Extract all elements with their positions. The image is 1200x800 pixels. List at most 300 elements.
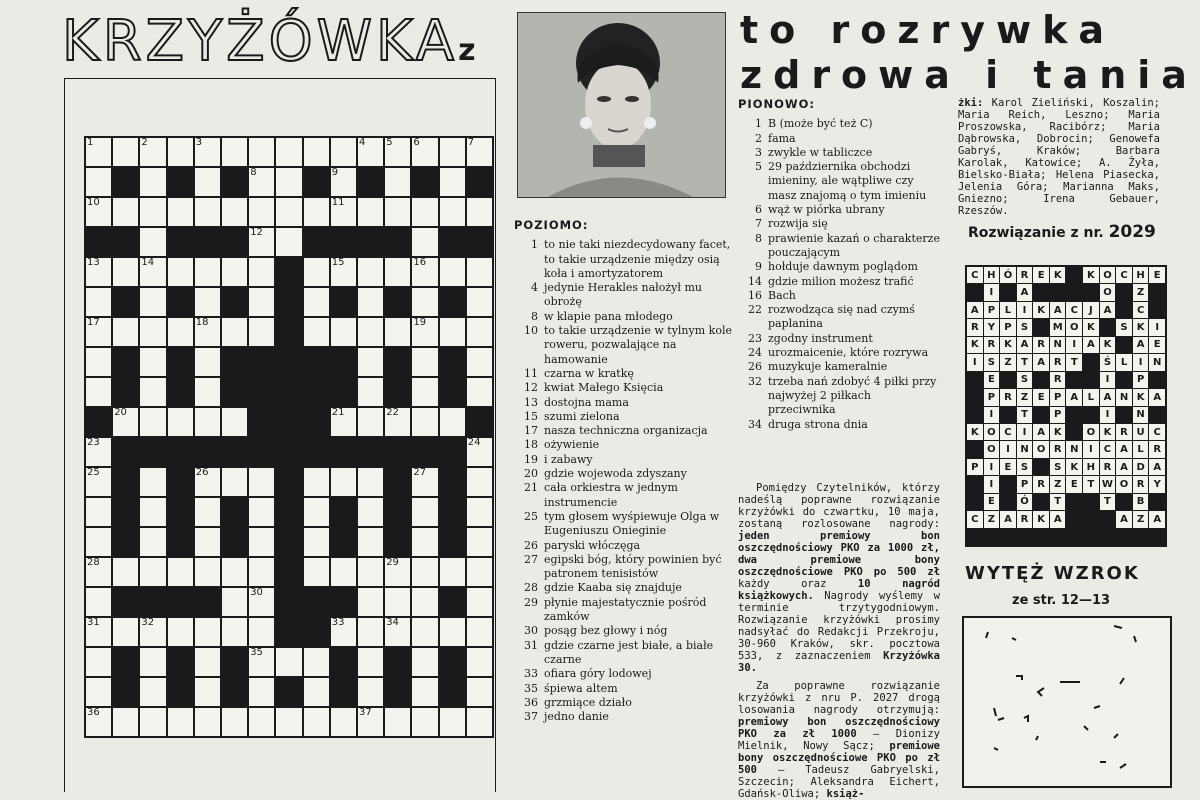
grid-cell[interactable] [195, 678, 220, 706]
grid-cell[interactable] [168, 318, 193, 346]
grid-cell[interactable] [385, 408, 410, 436]
grid-cell[interactable] [276, 168, 301, 196]
grid-cell[interactable] [412, 468, 437, 496]
grid-cell[interactable] [140, 138, 165, 166]
solution-cell: H [1083, 459, 1099, 475]
grid-cell[interactable] [385, 258, 410, 286]
grid-cell[interactable] [467, 708, 492, 736]
grid-cell[interactable] [385, 198, 410, 226]
across-heading: POZIOMO: [514, 218, 589, 232]
grid-cell[interactable] [331, 708, 356, 736]
clue-item: 1 B (może być też C) [755, 117, 873, 131]
grid-cell[interactable] [195, 468, 220, 496]
grid-cell[interactable] [222, 468, 247, 496]
grid-cell[interactable] [86, 648, 111, 676]
grid-cell[interactable] [168, 258, 193, 286]
clue-number: 26 [195, 467, 209, 478]
grid-cell[interactable] [86, 138, 111, 166]
grid-cell[interactable] [331, 408, 356, 436]
grid-cell[interactable] [86, 588, 111, 616]
grid-cell[interactable] [276, 138, 301, 166]
solution-cell: C [1149, 424, 1165, 440]
grid-block [168, 168, 193, 196]
grid-cell[interactable] [276, 648, 301, 676]
grid-cell[interactable] [440, 258, 465, 286]
grid-cell[interactable] [467, 648, 492, 676]
grid-cell[interactable] [385, 318, 410, 346]
grid-cell[interactable] [358, 408, 383, 436]
solution-cell: I [984, 284, 1000, 300]
grid-cell[interactable] [358, 618, 383, 646]
solution-cell: Z [1133, 511, 1149, 527]
grid-cell[interactable] [86, 318, 111, 346]
clue-item: 10 to takie urządzenie w tylnym kole roweru, pozwalające na hamowanie [524, 324, 732, 366]
grid-cell[interactable] [140, 528, 165, 556]
clue-item: 5 29 października obchodzi imieniny, ale wątpliwe czy masz znajomą o tym imieniu [755, 160, 927, 202]
grid-cell[interactable] [140, 408, 165, 436]
grid-cell[interactable] [113, 198, 138, 226]
solution-cell: S [1017, 319, 1033, 335]
grid-cell[interactable] [222, 138, 247, 166]
grid-cell[interactable] [86, 198, 111, 226]
solution-block [967, 529, 983, 545]
solution-cell: T [1100, 494, 1116, 510]
grid-cell[interactable] [385, 138, 410, 166]
grid-cell[interactable] [412, 678, 437, 706]
grid-cell[interactable] [195, 198, 220, 226]
solution-cell: A [1149, 389, 1165, 405]
clue-item: 27 egipski bóg, który powinien być patronem tenisistów [524, 552, 722, 581]
grid-block [358, 228, 383, 256]
grid-cell[interactable] [249, 198, 274, 226]
grid-cell[interactable] [140, 618, 165, 646]
grid-cell[interactable] [140, 378, 165, 406]
grid-cell[interactable] [195, 498, 220, 526]
grid-cell[interactable] [467, 528, 492, 556]
grid-cell[interactable] [113, 708, 138, 736]
grid-cell[interactable] [358, 288, 383, 316]
spot-puzzle-box [962, 616, 1172, 788]
grid-cell[interactable] [113, 318, 138, 346]
solution-cell: A [1116, 441, 1132, 457]
grid-cell[interactable] [168, 618, 193, 646]
solution-cell: D [1133, 459, 1149, 475]
grid-cell[interactable] [304, 138, 329, 166]
grid-cell[interactable] [467, 678, 492, 706]
grid-cell[interactable] [304, 558, 329, 586]
grid-block [113, 378, 138, 406]
clue-item: 22 rozwodząca się nad czymś paplanina [748, 303, 915, 331]
clue-item: 34 druga strona dnia [748, 417, 868, 431]
grid-block [222, 288, 247, 316]
grid-cell[interactable] [412, 528, 437, 556]
grid-block [86, 408, 111, 436]
grid-cell[interactable] [304, 198, 329, 226]
clue-item: 8 w klapie pana młodego [531, 309, 673, 323]
solution-grid [965, 265, 1167, 547]
clue-item: 32 trzeba nań zdobyć 4 piłki przy najwyżej 2 piłkach przeciwnika [748, 374, 937, 417]
grid-cell[interactable] [195, 168, 220, 196]
grid-cell[interactable] [412, 648, 437, 676]
grid-cell[interactable] [467, 318, 492, 346]
grid-cell[interactable] [86, 348, 111, 376]
clue-item: 12 kwiat Małego Księcia [524, 381, 664, 395]
solution-cell: Z [1017, 389, 1033, 405]
solution-block [1066, 407, 1082, 423]
grid-cell[interactable] [86, 378, 111, 406]
solution-block [1149, 529, 1165, 545]
solution-cell: O [1033, 441, 1049, 457]
grid-cell[interactable] [195, 618, 220, 646]
grid-cell[interactable] [86, 708, 111, 736]
solution-cell: P [967, 459, 983, 475]
grid-cell[interactable] [140, 708, 165, 736]
grid-cell[interactable] [168, 708, 193, 736]
solution-cell: R [1050, 354, 1066, 370]
grid-cell[interactable] [222, 318, 247, 346]
grid-cell[interactable] [358, 138, 383, 166]
grid-cell[interactable] [140, 498, 165, 526]
grid-cell[interactable] [331, 198, 356, 226]
grid-cell[interactable] [440, 138, 465, 166]
solution-cell: A [1149, 511, 1165, 527]
solution-block [1116, 372, 1132, 388]
grid-cell[interactable] [276, 198, 301, 226]
grid-cell[interactable] [222, 558, 247, 586]
grid-block [222, 648, 247, 676]
grid-cell[interactable] [358, 528, 383, 556]
clue-number: 27 [413, 467, 427, 478]
clue-number: 24 [467, 437, 481, 448]
solution-cell: Y [1149, 476, 1165, 492]
grid-cell[interactable] [467, 138, 492, 166]
grid-cell[interactable] [440, 168, 465, 196]
crossword-grid[interactable] [84, 136, 494, 738]
grid-cell[interactable] [467, 468, 492, 496]
grid-cell[interactable] [113, 558, 138, 586]
grid-cell[interactable] [113, 258, 138, 286]
grid-cell[interactable] [249, 168, 274, 196]
grid-cell[interactable] [440, 558, 465, 586]
clue-item: 29 płynie majestatycznie pośród zamków [524, 595, 707, 624]
grid-cell[interactable] [304, 498, 329, 526]
solution-cell: L [1083, 389, 1099, 405]
grid-block [331, 228, 356, 256]
grid-cell[interactable] [412, 228, 437, 256]
grid-cell[interactable] [249, 258, 274, 286]
grid-cell[interactable] [195, 528, 220, 556]
grid-cell[interactable] [467, 258, 492, 286]
grid-cell[interactable] [467, 588, 492, 616]
solution-cell: R [1133, 476, 1149, 492]
grid-cell[interactable] [467, 198, 492, 226]
grid-cell[interactable] [331, 618, 356, 646]
grid-cell[interactable] [195, 558, 220, 586]
grid-cell[interactable] [467, 288, 492, 316]
grid-cell[interactable] [412, 198, 437, 226]
clue-number: 21 [331, 407, 345, 418]
grid-block [276, 438, 301, 466]
grid-cell[interactable] [331, 468, 356, 496]
grid-cell[interactable] [86, 558, 111, 586]
solution-block [1066, 511, 1082, 527]
grid-cell[interactable] [358, 348, 383, 376]
grid-cell[interactable] [440, 408, 465, 436]
clue-number: 17 [87, 317, 100, 328]
grid-cell[interactable] [249, 228, 274, 256]
grid-cell[interactable] [440, 198, 465, 226]
grid-cell[interactable] [249, 288, 274, 316]
grid-cell[interactable] [140, 288, 165, 316]
grid-cell[interactable] [86, 528, 111, 556]
grid-cell[interactable] [140, 168, 165, 196]
clue-item: 23 zgodny instrument [748, 331, 873, 345]
grid-block [412, 438, 437, 466]
spot-title: WYTĘŻ WZROK [965, 563, 1140, 584]
grid-block [276, 498, 301, 526]
grid-cell[interactable] [140, 558, 165, 586]
grid-cell[interactable] [358, 588, 383, 616]
grid-cell[interactable] [467, 378, 492, 406]
grid-cell[interactable] [249, 468, 274, 496]
spot-fragments-icon [964, 618, 1170, 786]
grid-cell[interactable] [222, 708, 247, 736]
clue-item: 36 grzmiące działo [524, 695, 632, 709]
grid-cell[interactable] [385, 618, 410, 646]
solution-cell: E [1033, 267, 1049, 283]
grid-cell[interactable] [304, 468, 329, 496]
grid-cell[interactable] [195, 318, 220, 346]
grid-cell[interactable] [113, 138, 138, 166]
grid-cell[interactable] [249, 138, 274, 166]
solution-cell: P [1133, 372, 1149, 388]
solution-block [1083, 511, 1099, 527]
solution-block [1083, 284, 1099, 300]
solution-cell: Y [984, 319, 1000, 335]
grid-cell[interactable] [195, 348, 220, 376]
grid-cell[interactable] [140, 198, 165, 226]
grid-cell[interactable] [249, 588, 274, 616]
solution-cell: T [1017, 407, 1033, 423]
grid-block [276, 318, 301, 346]
clue-number: 8 [250, 167, 257, 178]
grid-cell[interactable] [249, 648, 274, 676]
solution-cell: O [1083, 424, 1099, 440]
grid-cell[interactable] [249, 678, 274, 706]
grid-block [358, 438, 383, 466]
grid-block [276, 468, 301, 496]
grid-cell[interactable] [412, 588, 437, 616]
grid-cell[interactable] [86, 258, 111, 286]
grid-cell[interactable] [249, 618, 274, 646]
grid-cell[interactable] [222, 198, 247, 226]
grid-cell[interactable] [86, 468, 111, 496]
grid-cell[interactable] [276, 708, 301, 736]
grid-cell[interactable] [113, 618, 138, 646]
grid-block [440, 468, 465, 496]
solution-block [1033, 494, 1049, 510]
grid-cell[interactable] [140, 678, 165, 706]
solution-cell: H [984, 267, 1000, 283]
grid-block [276, 348, 301, 376]
grid-cell[interactable] [249, 708, 274, 736]
grid-cell[interactable] [222, 408, 247, 436]
grid-cell[interactable] [195, 648, 220, 676]
grid-block [385, 228, 410, 256]
grid-cell[interactable] [412, 378, 437, 406]
grid-cell[interactable] [331, 558, 356, 586]
solution-cell: I [1100, 372, 1116, 388]
solution-cell: P [1050, 389, 1066, 405]
solution-cell: I [984, 407, 1000, 423]
solution-block [1149, 302, 1165, 318]
grid-cell[interactable] [412, 618, 437, 646]
solution-block [1066, 372, 1082, 388]
grid-cell[interactable] [331, 168, 356, 196]
grid-cell[interactable] [412, 408, 437, 436]
grid-cell[interactable] [385, 558, 410, 586]
grid-cell[interactable] [385, 708, 410, 736]
grid-cell[interactable] [249, 498, 274, 526]
grid-block [222, 528, 247, 556]
grid-cell[interactable] [168, 198, 193, 226]
portrait-photo [517, 12, 726, 198]
grid-cell[interactable] [86, 168, 111, 196]
grid-cell[interactable] [195, 258, 220, 286]
grid-cell[interactable] [412, 288, 437, 316]
solution-cell: I [967, 354, 983, 370]
grid-cell[interactable] [222, 588, 247, 616]
solution-cell: L [1133, 441, 1149, 457]
grid-cell[interactable] [358, 198, 383, 226]
grid-cell[interactable] [440, 708, 465, 736]
grid-cell[interactable] [412, 318, 437, 346]
solution-cell: L [1000, 302, 1016, 318]
grid-cell[interactable] [385, 168, 410, 196]
grid-block [276, 528, 301, 556]
grid-cell[interactable] [86, 678, 111, 706]
grid-cell[interactable] [467, 348, 492, 376]
grid-block [140, 438, 165, 466]
grid-cell[interactable] [467, 438, 492, 466]
grid-cell[interactable] [331, 138, 356, 166]
solution-block [1100, 319, 1116, 335]
grid-cell[interactable] [304, 708, 329, 736]
clue-item: 1 to nie taki niezdecydowany facet, to takie urządzenie między osią koła i amortyzatorem [531, 238, 731, 280]
grid-cell[interactable] [331, 258, 356, 286]
solution-block [1149, 407, 1165, 423]
solution-cell: K [1066, 459, 1082, 475]
clue-number: 4 [359, 137, 366, 148]
grid-cell[interactable] [331, 318, 356, 346]
clue-number: 22 [386, 407, 399, 418]
grid-cell[interactable] [358, 558, 383, 586]
grid-block [113, 528, 138, 556]
grid-cell[interactable] [276, 228, 301, 256]
solution-cell: R [1116, 424, 1132, 440]
grid-block [140, 588, 165, 616]
grid-cell[interactable] [140, 468, 165, 496]
grid-cell[interactable] [412, 498, 437, 526]
grid-cell[interactable] [440, 318, 465, 346]
grid-cell[interactable] [86, 618, 111, 646]
solution-cell: R [1033, 337, 1049, 353]
grid-cell[interactable] [412, 558, 437, 586]
grid-cell[interactable] [195, 708, 220, 736]
grid-block [385, 528, 410, 556]
grid-cell[interactable] [140, 258, 165, 286]
grid-cell[interactable] [304, 318, 329, 346]
grid-cell[interactable] [195, 408, 220, 436]
grid-block [276, 408, 301, 436]
clue-item: 17 nasza techniczna organizacja [524, 424, 708, 438]
solution-cell: I [1017, 424, 1033, 440]
grid-cell[interactable] [195, 138, 220, 166]
grid-cell[interactable] [385, 588, 410, 616]
grid-cell[interactable] [222, 258, 247, 286]
grid-cell[interactable] [195, 378, 220, 406]
grid-cell[interactable] [168, 138, 193, 166]
grid-cell[interactable] [249, 558, 274, 586]
grid-cell[interactable] [168, 408, 193, 436]
grid-cell[interactable] [140, 348, 165, 376]
grid-cell[interactable] [358, 498, 383, 526]
solution-cell: S [1017, 459, 1033, 475]
grid-cell[interactable] [140, 228, 165, 256]
solution-cell: A [1000, 511, 1016, 527]
grid-cell[interactable] [86, 438, 111, 466]
solution-block [967, 284, 983, 300]
grid-cell[interactable] [304, 258, 329, 286]
grid-cell[interactable] [358, 318, 383, 346]
grid-cell[interactable] [304, 528, 329, 556]
grid-cell[interactable] [467, 558, 492, 586]
grid-cell[interactable] [304, 678, 329, 706]
grid-cell[interactable] [86, 288, 111, 316]
grid-cell[interactable] [249, 528, 274, 556]
solution-cell: I [1133, 354, 1149, 370]
grid-cell[interactable] [140, 648, 165, 676]
grid-cell[interactable] [113, 408, 138, 436]
grid-cell[interactable] [412, 708, 437, 736]
grid-cell[interactable] [358, 648, 383, 676]
grid-cell[interactable] [358, 708, 383, 736]
clue-number: 19 [413, 317, 427, 328]
grid-cell[interactable] [168, 558, 193, 586]
grid-cell[interactable] [304, 648, 329, 676]
grid-cell[interactable] [467, 498, 492, 526]
grid-cell[interactable] [222, 618, 247, 646]
grid-block [440, 348, 465, 376]
grid-block [440, 498, 465, 526]
grid-cell[interactable] [304, 288, 329, 316]
solution-cell: K [1100, 337, 1116, 353]
grid-cell[interactable] [195, 288, 220, 316]
grid-cell[interactable] [412, 138, 437, 166]
grid-cell[interactable] [412, 348, 437, 376]
grid-cell[interactable] [86, 498, 111, 526]
grid-cell[interactable] [358, 678, 383, 706]
grid-cell[interactable] [140, 318, 165, 346]
grid-cell[interactable] [358, 378, 383, 406]
grid-cell[interactable] [412, 258, 437, 286]
grid-cell[interactable] [249, 318, 274, 346]
grid-cell[interactable] [467, 618, 492, 646]
solution-cell: T [1017, 354, 1033, 370]
grid-cell[interactable] [358, 468, 383, 496]
grid-cell[interactable] [358, 258, 383, 286]
grid-cell[interactable] [440, 618, 465, 646]
